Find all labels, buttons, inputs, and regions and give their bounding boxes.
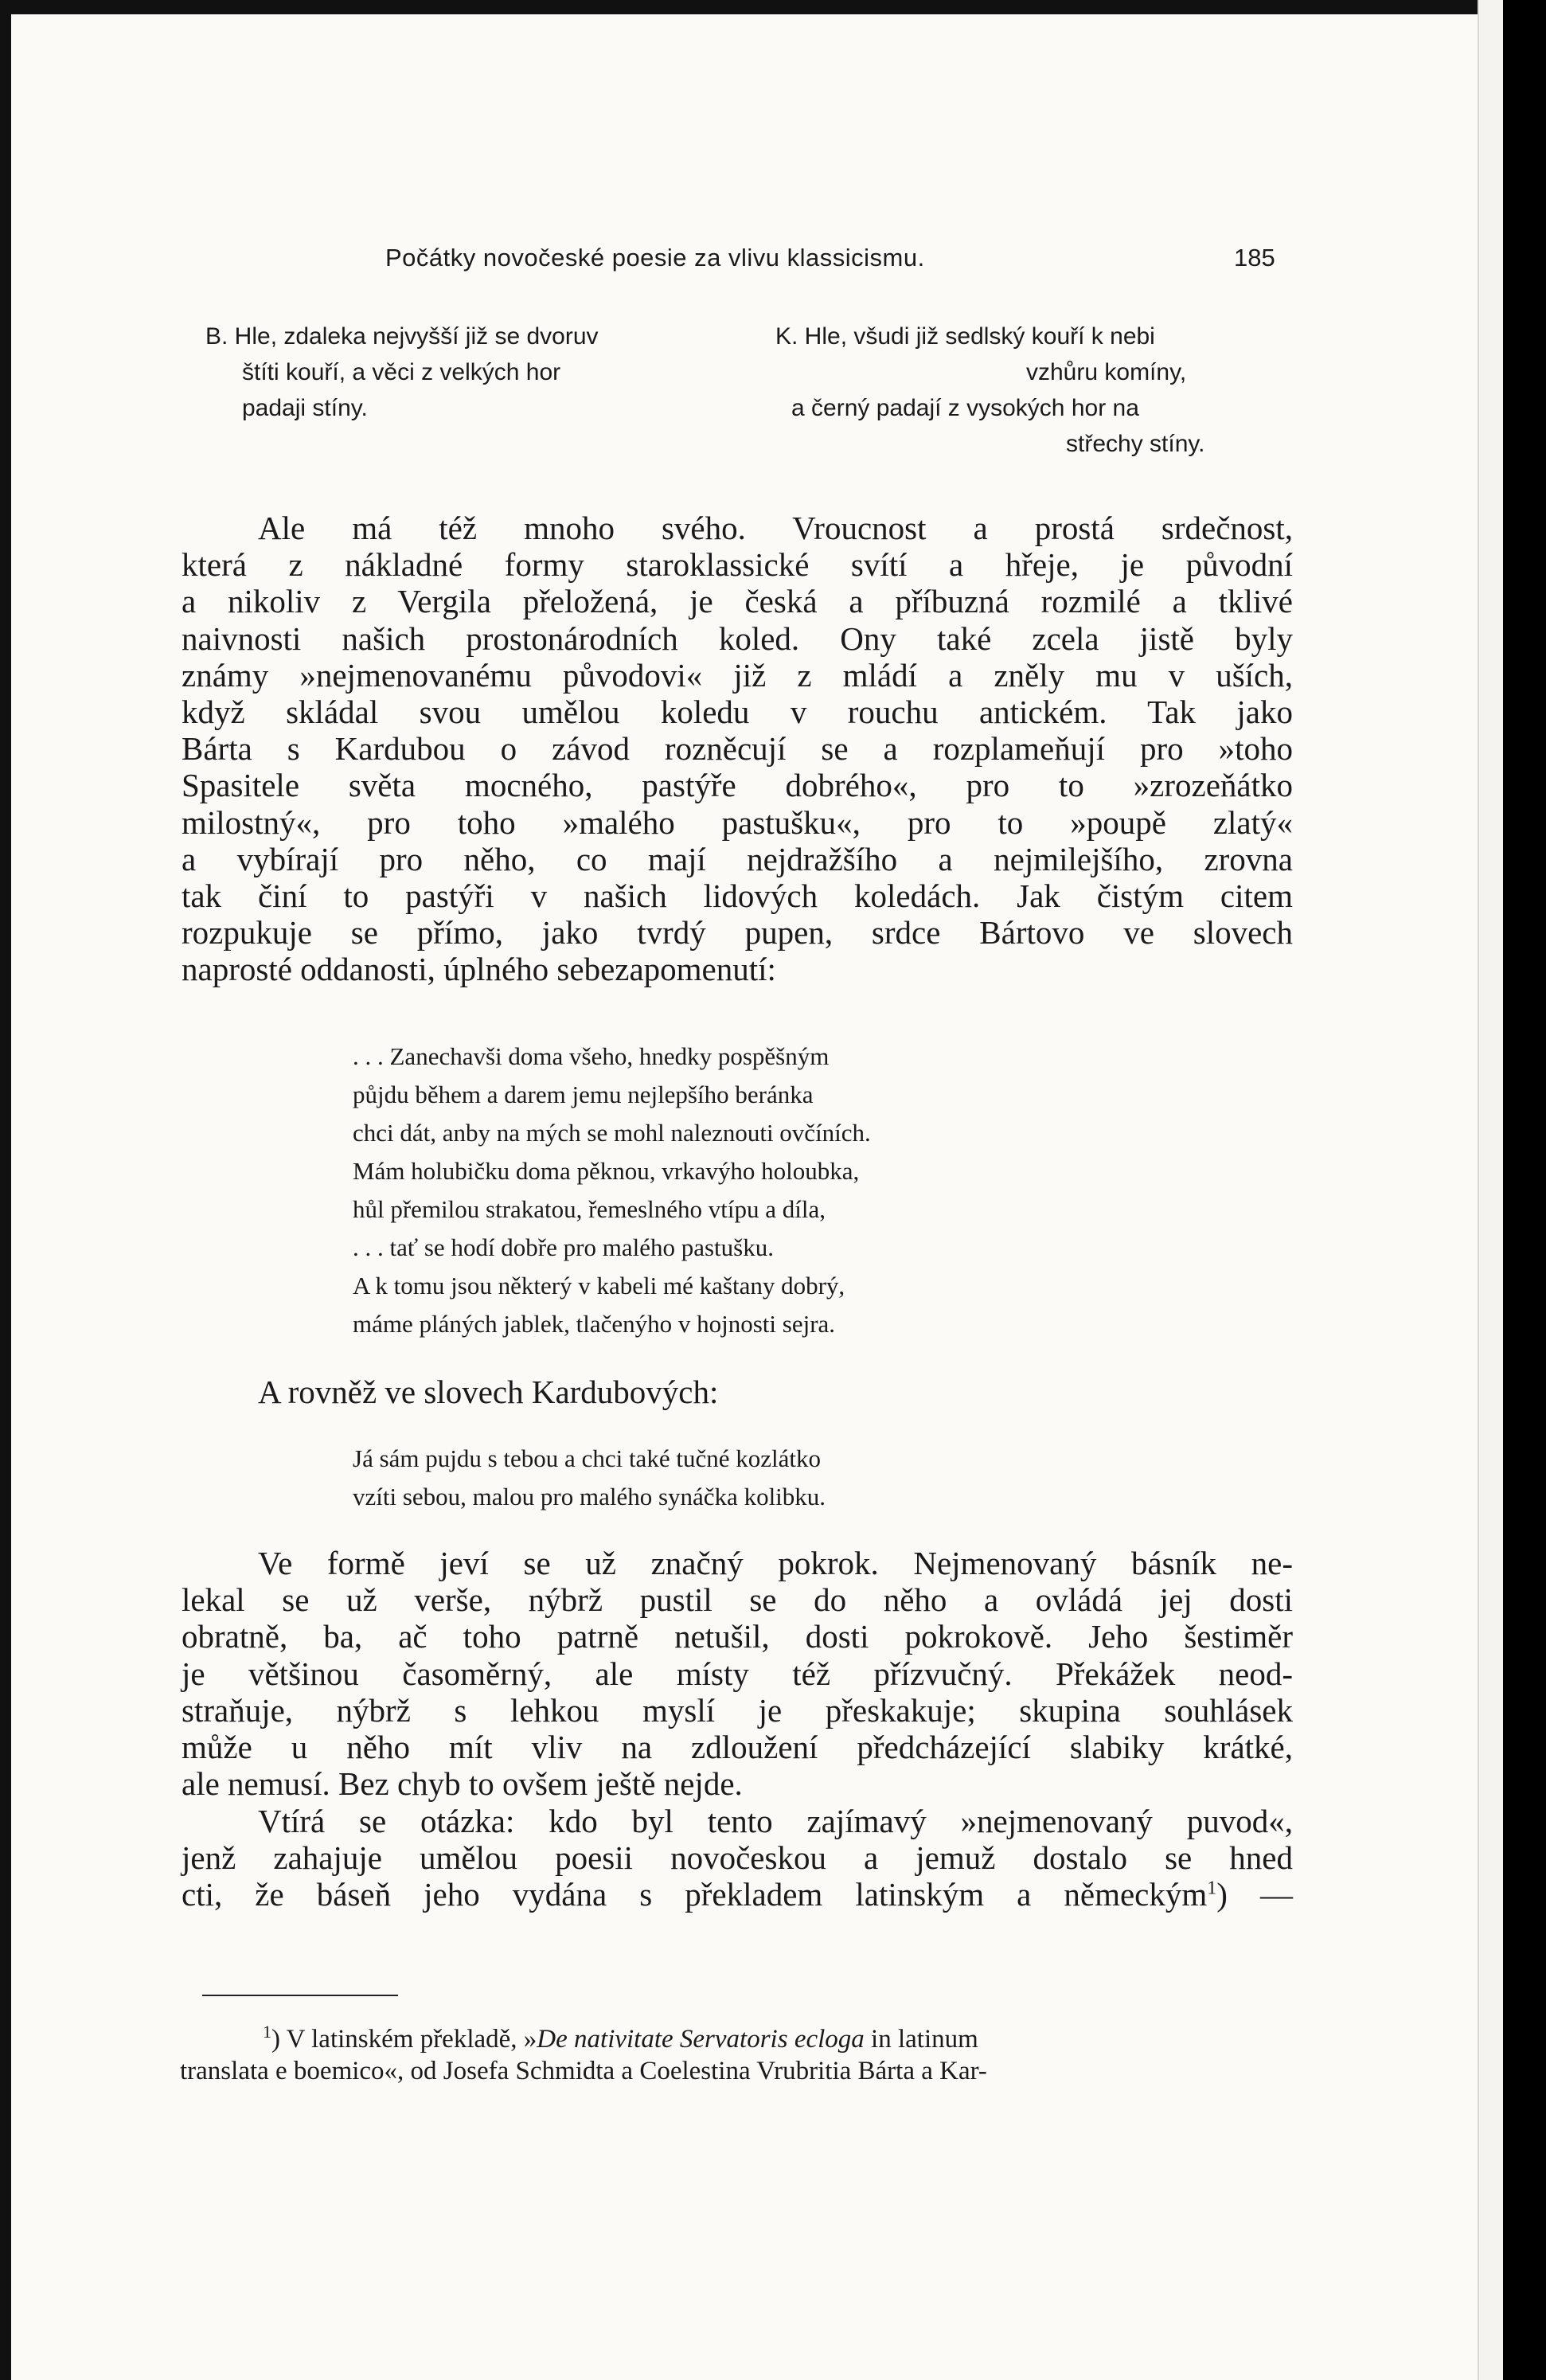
- text-line: Vtírá se otázka: kdo byl tento zajímavý »nejmenovaný puvod«,: [258, 1803, 1293, 1839]
- text-line: [182, 1876, 1293, 1913]
- intro-kardubovych: [182, 1374, 1293, 1410]
- verse-line: chci dát, anby na mých se mohl naleznouti ovčíních.: [353, 1119, 871, 1147]
- text-line: milostný«, pro toho »malého pastušku«, pro to »poupě zlatý«: [182, 803, 1293, 841]
- text-line: A rovněž ve slovech Kardubových:: [258, 1374, 719, 1410]
- text-line: když skládal svou umělou koledu v rouchu antickém. Tak jako: [182, 694, 1293, 731]
- verse-line: půjdu během a darem jemu nejlepšího beránka: [353, 1081, 814, 1108]
- variant-line: padaji stíny.: [242, 395, 368, 421]
- page-number: 185: [1234, 244, 1275, 272]
- text-line: může u něho mít vliv na zdloužení předcházející slabiky krátké,: [182, 1729, 1293, 1766]
- text-line: jenž zahajuje umělou poesii novočeskou a jemuž dostalo se hned: [182, 1839, 1293, 1877]
- footnote: [180, 2016, 1302, 2087]
- text-line: Ve formě jeví se už značný pokrok. Nejmenovaný básník ne-: [258, 1545, 1293, 1581]
- verse-line: A k tomu jsou některý v kabeli mé kaštany dobrý,: [353, 1272, 845, 1299]
- verse-line: Mám holubičku doma pěknou, vrkavýho holoubka,: [353, 1157, 860, 1185]
- text-segment: cti, že báseň jeho vydána s překladem latinským a německým: [182, 1876, 1208, 1913]
- footnote-divider: [202, 1995, 398, 1996]
- text-line: a nikoliv z Vergila přeložená, je česká a příbuzná rozmilé a tklivé: [182, 583, 1293, 620]
- footnote-text: ) V latinském překladě, »: [271, 2025, 537, 2054]
- footnote-work-title: De nativitate Servatoris ecloga: [537, 2025, 865, 2054]
- paragraph-2: [182, 1545, 1293, 1802]
- scan-top-border: [0, 0, 1503, 14]
- text-line: která z nákladné formy staroklassické svítí a hřeje, je původní: [182, 546, 1293, 584]
- variant-line: a černý padají z vysokých hor na: [791, 395, 1139, 421]
- text-line: Spasitele světa mocného, pastýře dobrého«, pro to »zrozeňátko: [182, 767, 1293, 804]
- text-line: ale nemusí. Bez chyb to ovšem ještě nejde.: [182, 1765, 743, 1803]
- page-edge-strip: [1478, 0, 1503, 2380]
- variant-line: střechy stíny.: [1066, 431, 1205, 457]
- variant-column-right: [775, 319, 1317, 462]
- paragraph-1: [182, 510, 1293, 988]
- footnote-reference: 1: [1207, 1878, 1217, 1899]
- text-line: Ale má též mnoho svého. Vroucnost a prostá srdečnost,: [258, 510, 1293, 546]
- verse-line: hůl přemilou strakatou, řemeslného vtípu a díla,: [353, 1195, 826, 1223]
- footnote-line: [180, 2016, 1302, 2055]
- text-line: lekal se už verše, nýbrž pustil se do něho a ovládá jej dosti: [182, 1581, 1293, 1619]
- text-line: je většinou časoměrný, ale místy též přízvučný. Překážek neod-: [182, 1655, 1293, 1692]
- text-line: a vybírají pro něho, co mají nejdražšího a nejmilejšího, zrovna: [182, 840, 1293, 877]
- footnote-line: translata e boemico«, od Josefa Schmidta a Coelestina Vrubritia Bárta a Kar-: [180, 2057, 987, 2085]
- variant-line: vzhůru komíny,: [1026, 359, 1187, 385]
- verse-line: Já sám pujdu s tebou a chci také tučné kozlátko: [353, 1444, 821, 1472]
- text-line: straňuje, nýbrž s lehkou myslí je přeskakuje; skupina souhlásek: [182, 1691, 1293, 1729]
- variant-column-left: [205, 319, 755, 426]
- verse-quote-karduba: [353, 1440, 826, 1516]
- text-line: obratně, ba, ač toho patrně netušil, dosti pokrokově. Jeho šestiměr: [182, 1618, 1293, 1655]
- verse-quote-barta: [353, 1038, 871, 1343]
- verse-line: vzíti sebou, malou pro malého synáčka kolibku.: [353, 1483, 826, 1510]
- variant-line: B. Hle, zdaleka nejvyšší již se dvoruv: [205, 323, 599, 350]
- variant-line: štíti kouří, a věci z velkých hor: [242, 359, 561, 385]
- scan-left-border: [0, 0, 11, 2380]
- text-line: naivnosti našich prostonárodních koled. Ony také zcela jistě byly: [182, 619, 1293, 657]
- text-line: Bárta s Kardubou o závod rozněcují se a rozplameňují pro »toho: [182, 730, 1293, 768]
- text-line: naprosté oddanosti, úplného sebezapomenutí:: [182, 951, 776, 988]
- text-segment: ) —: [1216, 1876, 1293, 1913]
- footnote-text: in latinum: [864, 2025, 978, 2054]
- text-line: tak činí to pastýři v našich lidových koledách. Jak čistým citem: [182, 877, 1293, 915]
- paragraph-3: [182, 1803, 1293, 1913]
- footnote-mark: 1: [263, 2022, 271, 2042]
- text-line: rozpukuje se přímo, jako tvrdý pupen, srdce Bártovo ve slovech: [182, 914, 1293, 952]
- running-title: Počátky novočeské poesie za vlivu klassicismu.: [385, 244, 925, 272]
- verse-line: . . . tať se hodí dobře pro malého pastušku.: [353, 1233, 774, 1261]
- verse-line: máme pláných jablek, tlačenýho v hojnosti sejra.: [353, 1310, 836, 1338]
- verse-line: . . . Zanechavši doma všeho, hnedky pospěšným: [353, 1042, 830, 1070]
- variant-line: K. Hle, všudi již sedlský kouří k nebi: [775, 323, 1155, 350]
- text-line: známy »nejmenovanému původovi« již z mládí a zněly mu v uších,: [182, 656, 1293, 694]
